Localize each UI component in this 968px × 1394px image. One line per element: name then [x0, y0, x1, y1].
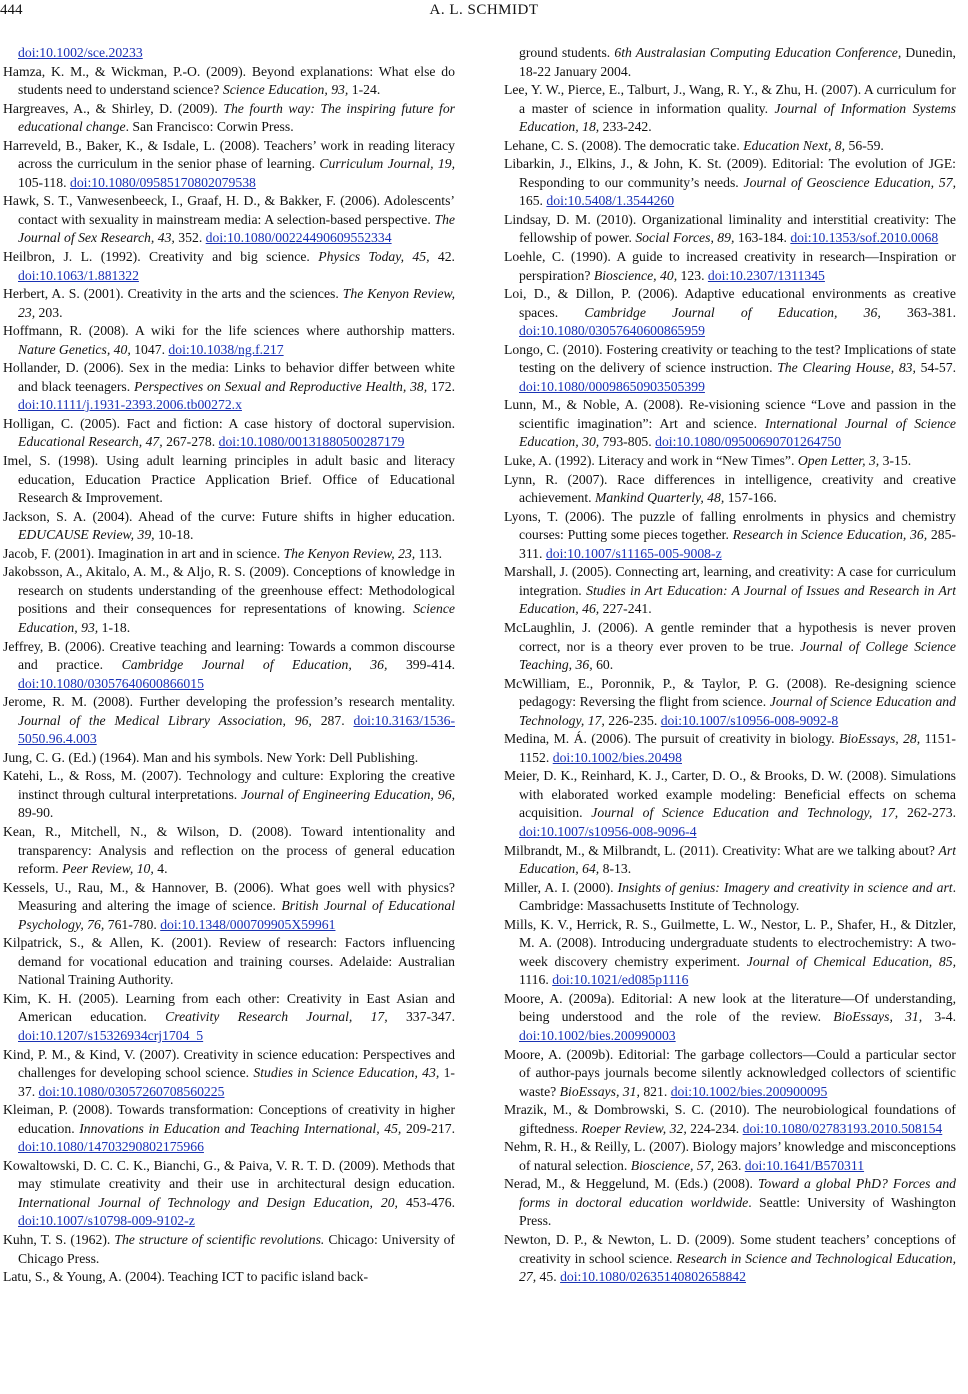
- reference-details: 263.: [714, 1157, 745, 1173]
- reference-text: Luke, A. (1992). Literacy and work in “New Times”.: [504, 453, 798, 469]
- reference-entry: [3, 359, 455, 415]
- reference-entry: [504, 285, 956, 341]
- reference-details: 285-311.: [519, 527, 956, 561]
- doi-link[interactable]: doi:10.1080/02783193.2010.508154: [742, 1120, 943, 1136]
- reference-source: Roeper Review, 32,: [581, 1120, 687, 1136]
- reference-details: 453-476.: [397, 1194, 455, 1210]
- doi-link[interactable]: doi:10.1002/bies.20498: [552, 749, 682, 765]
- reference-text: Lunn, M., & Noble, A. (2008). Re-visioning science “Love and passion in the scientific imagination”: Art and science.: [504, 397, 956, 431]
- reference-text: Kowaltowski, D. C. C. K., Bianchi, G., & Paiva, V. R. T. D. (2009). Methods that may stimulate creativity and their use in architectural design education.: [3, 1157, 455, 1192]
- reference-entry: [3, 638, 455, 694]
- reference-details: 42.: [429, 249, 455, 265]
- reference-details: 1-18.: [98, 619, 131, 635]
- reference-entry: [3, 322, 455, 359]
- reference-details: 203.: [35, 304, 63, 320]
- reference-details: 172.: [427, 378, 455, 394]
- doi-link[interactable]: doi:10.5408/1.3544260: [546, 193, 675, 209]
- reference-details: 3-4.: [922, 1009, 956, 1025]
- reference-text: Hoffmann, R. (2008). A wiki for the life sciences where authorship matters.: [3, 323, 455, 339]
- reference-text: Hamza, K. M., & Wickman, P.-O. (2009). Beyond explanations: What else do students need to understand science?: [3, 63, 455, 98]
- reference-text: Kean, R., Mitchell, N., & Wilson, D. (2008). Toward intentionality and transparency: Analysis and reflection on the process of general education reform.: [3, 823, 455, 877]
- reference-entry: [3, 767, 455, 823]
- reference-entry: [504, 211, 956, 248]
- reference-text: Herbert, A. S. (2001). Creativity in the arts and the sciences.: [3, 286, 343, 302]
- reference-source: Peer Review, 10,: [62, 861, 154, 877]
- reference-entry: [504, 1101, 956, 1138]
- reference-source: Studies in Art Education: A Journal of Issues and Research in Art Education, 46,: [519, 582, 956, 617]
- reference-entry: [504, 452, 956, 471]
- reference-details: 224-234.: [686, 1120, 743, 1136]
- reference-source: International Journal of Science Education, 30,: [519, 415, 956, 450]
- reference-source: Journal of Geoscience Education, 57,: [743, 174, 956, 190]
- reference-source: Social Forces, 89,: [635, 230, 735, 246]
- reference-entry: [3, 934, 455, 990]
- reference-entry: [3, 1157, 455, 1231]
- reference-details: 54-57.: [915, 360, 956, 376]
- reference-entry: [504, 396, 956, 452]
- reference-column-right: [504, 44, 956, 1390]
- reference-text: Jeffrey, B. (2006). Creative teaching and learning: Towards a common discourse and practice.: [3, 638, 455, 673]
- reference-text: Libarkin, J., Elkins, J., & John, K. St. (2009). Editorial: The evolution of JGE: Responding to our community’s needs.: [504, 156, 956, 190]
- reference-text: Jerome, R. M. (2008). Further developing the profession’s research mentality.: [3, 694, 455, 710]
- doi-link[interactable]: doi:10.1007/s10798-009-9102-z: [18, 1213, 195, 1229]
- reference-text: Imel, S. (1998). Using adult learning principles in adult basic and literacy education, Education Practice Application Brief. Office of Educational Research & Improvement.: [3, 453, 455, 506]
- reference-details: Chicago: University of Chicago Press.: [18, 1232, 455, 1266]
- reference-details: 105-118.: [18, 174, 70, 190]
- reference-details: 337-347.: [387, 1009, 455, 1025]
- reference-details: 1151-1152.: [519, 731, 956, 765]
- reference-text: Milbrandt, M., & Milbrandt, L. (2011). Creativity: What are we talking about?: [504, 842, 939, 858]
- doi-link[interactable]: doi:10.2307/1311345: [707, 267, 825, 283]
- reference-entry: [3, 508, 455, 545]
- reference-source: Journal of Science Education and Technology, 17,: [591, 805, 899, 821]
- reference-text: Harreveld, B., Baker, K., & Isdale, L. (2008). Teachers’ work in reading literacy across the curriculum in the senior phase of learning.: [3, 137, 455, 172]
- doi-link[interactable]: doi:10.1080/00224490609552334: [205, 230, 392, 246]
- reference-text: Meier, D. K., Reinhard, K. J., Carter, D. O., & Brooks, D. W. (2008). Simulations with elaborated worked example modeling: Beneficial effects on schema acquisition.: [504, 768, 956, 821]
- reference-details: 793-805.: [599, 434, 656, 450]
- doi-link[interactable]: doi:10.1353/sof.2010.0068: [790, 230, 939, 246]
- reference-source: International Journal of Technology and Design Education, 20,: [18, 1194, 398, 1210]
- doi-link[interactable]: doi:10.1080/03057640600866015: [18, 675, 204, 691]
- reference-details: 761-780.: [104, 916, 161, 932]
- reference-text: Mills, K. V., Herrick, R. S., Guilmette, L. W., Nestor, L. P., Shafer, H., & Ditzler, M. A. (2008). Introducing undergraduate students to electrochemistry: A two-week discovery chemistry experiment.: [504, 916, 956, 969]
- reference-entry: [3, 1046, 455, 1102]
- doi-link[interactable]: doi:10.1007/s10956-008-9096-4: [519, 823, 697, 839]
- reference-entry: [3, 879, 455, 935]
- reference-text: Kim, K. H. (2005). Learning from each other: Creativity in East Asian and American education.: [3, 990, 455, 1025]
- reference-details: 399-414.: [387, 657, 455, 673]
- reference-source: Education Next, 8,: [743, 137, 846, 153]
- reference-entry: [504, 675, 956, 731]
- reference-entry: [3, 693, 455, 749]
- reference-text: Medina, M. Á. (2006). The pursuit of creativity in biology.: [504, 731, 839, 747]
- reference-details: 56-59.: [845, 137, 884, 153]
- reference-text: Nehm, R. H., & Reilly, L. (2007). Biology majors’ knowledge and misconceptions of natural selection.: [504, 1139, 956, 1173]
- reference-source: EDUCAUSE Review, 39,: [18, 527, 155, 543]
- reference-text: Latu, S., & Young, A. (2004). Teaching ICT to pacific island back-: [3, 1269, 369, 1285]
- doi-link[interactable]: doi:10.1080/09500690701264750: [655, 434, 842, 450]
- reference-entry: [504, 563, 956, 619]
- reference-text: Lynn, R. (2007). Race differences in intelligence, creativity and creative achievement.: [504, 471, 956, 506]
- reference-column-left: [3, 44, 455, 1390]
- doi-link[interactable]: doi:10.1080/00131880500287179: [218, 434, 405, 450]
- reference-text: Longo, C. (2010). Fostering creativity or teaching to the test? Implications of state testing on the delivery of science instruction.: [504, 341, 956, 376]
- reference-entry: [504, 767, 956, 841]
- doi-link[interactable]: doi:10.1111/j.1931-2393.2006.tb00272.x: [18, 397, 242, 413]
- reference-details: 209-217.: [401, 1120, 455, 1136]
- reference-text: Lehane, C. S. (2008). The democratic take.: [504, 137, 744, 153]
- reference-details: 4.: [153, 861, 168, 877]
- reference-text: Jung, C. G. (Ed.) (1964). Man and his symbols. New York: Dell Publishing.: [3, 749, 419, 765]
- reference-details: 60.: [592, 657, 614, 673]
- reference-details: 227-241.: [599, 601, 652, 617]
- reference-entry: [504, 1046, 956, 1102]
- reference-details: 113.: [415, 545, 443, 561]
- reference-entry: [3, 1101, 455, 1157]
- running-head: A. L. SCHMIDT: [429, 2, 539, 18]
- reference-text: Moore, A. (2009b). Editorial: The garbage collectors—Could a particular sector of author-pays journals become silently acknowledged collectors of scientific waste?: [504, 1046, 956, 1099]
- reference-source: BioEssays, 31,: [559, 1083, 640, 1099]
- reference-entry: [3, 192, 455, 248]
- reference-text: Hargreaves, A., & Shirley, D. (2009).: [3, 100, 224, 116]
- reference-text: Lee, Y. W., Pierce, E., Talburt, J., Wang, R. Y., & Zhu, H. (2007). A curriculum for a master of science in information quality.: [504, 82, 956, 116]
- reference-source: Journal of Information Systems Education, 18,: [519, 100, 956, 135]
- reference-source: British Journal of Educational Psychology, 76,: [18, 898, 455, 932]
- reference-text: Heilbron, J. L. (1992). Creativity and big science.: [3, 249, 319, 265]
- doi-link[interactable]: doi:10.1007/s11165-005-9008-z: [545, 545, 722, 561]
- reference-entry: [3, 100, 455, 137]
- doi-link[interactable]: doi:10.1063/1.881322: [18, 267, 139, 283]
- reference-details: 89-90.: [18, 805, 54, 821]
- doi-link[interactable]: doi:10.1021/ed085p1116: [552, 972, 689, 988]
- reference-text: Loi, D., & Dillon, P. (2006). Adaptive educational environments as creative spaces.: [504, 286, 956, 320]
- reference-entry: [504, 842, 956, 879]
- doi-link[interactable]: doi:10.3163/1536-5050.96.4.003: [18, 712, 455, 747]
- reference-text: Jackson, S. A. (2004). Ahead of the curve: Future shifts in higher education.: [3, 508, 455, 524]
- reference-text: Jakobsson, A., Akitalo, A. M., & Aljo, R. S. (2009). Conceptions of knowledge in research on students understanding of the greenhouse effect: Methodological positions and their consequences for representations of knowing.: [3, 564, 455, 617]
- reference-entry: [3, 285, 455, 322]
- reference-entry: [3, 63, 455, 100]
- doi-link[interactable]: doi:10.1207/s15326934crj1704_5: [18, 1027, 204, 1043]
- reference-source: The Kenyon Review, 23,: [283, 545, 416, 561]
- reference-details: 1047.: [130, 341, 169, 357]
- reference-source: Science Education, 93,: [222, 82, 349, 98]
- reference-source: Cambridge Journal of Education, 36,: [121, 657, 388, 673]
- reference-source: Open Letter, 3,: [797, 453, 880, 469]
- reference-source: Innovations in Education and Teaching International, 45,: [79, 1120, 402, 1136]
- reference-source: Studies in Science Education, 43,: [253, 1065, 440, 1081]
- reference-source: Physics Today, 45,: [318, 249, 430, 265]
- reference-source: The Journal of Sex Research, 43,: [18, 211, 455, 246]
- reference-text: Marshall, J. (2005). Connecting art, learning, and creativity: A case for curriculum integration.: [504, 564, 956, 598]
- reference-text: Lyons, T. (2006). The puzzle of falling enrolments in physics and chemistry courses: Putting some pieces together.: [504, 508, 956, 543]
- reference-source: Cambridge Journal of Education, 36,: [584, 304, 881, 320]
- reference-details: 157-166.: [724, 490, 777, 506]
- reference-source: Bioscience, 57,: [630, 1157, 714, 1173]
- doi-link[interactable]: doi:10.1080/03057640600865959: [519, 323, 705, 339]
- reference-entry: [3, 137, 455, 193]
- reference-source: BioEssays, 28,: [839, 731, 921, 747]
- doi-link[interactable]: doi:10.1080/14703290802175966: [18, 1139, 204, 1155]
- reference-details: 123.: [677, 267, 708, 283]
- reference-entry: [504, 730, 956, 767]
- reference-details: 165.: [519, 193, 547, 209]
- reference-text: Katehi, L., & Ross, M. (2007). Technology and culture: Exploring the creative instinct through cultural interpretations.: [3, 768, 455, 802]
- reference-text: Lindsay, D. M. (2010). Organizational liminality and interstitial creativity: The fellowship of power.: [504, 211, 956, 246]
- reference-entry: [504, 1138, 956, 1175]
- reference-entry: [3, 545, 455, 564]
- reference-source: BioEssays, 31,: [833, 1009, 923, 1025]
- reference-text: Mrazik, M., & Dombrowski, S. C. (2010). The neurobiological foundations of giftedness.: [504, 1102, 956, 1136]
- reference-details: 45.: [536, 1269, 561, 1285]
- reference-text: Kessels, U., Rau, M., & Hannover, B. (2006). What goes well with physics? Measuring and altering the image of science.: [3, 879, 455, 914]
- doi-link[interactable]: doi:10.1038/ng.f.217: [168, 341, 284, 357]
- reference-text: Loehle, C. (1990). A guide to increased creativity in research—Inspiration or perspiration?: [504, 249, 956, 283]
- reference-details: 267-278.: [162, 434, 219, 450]
- reference-text: McWilliam, E., Poronnik, P., & Taylor, P. G. (2008). Re-designing science pedagogy: Reversing the flight from science.: [504, 675, 956, 710]
- reference-entry: [3, 44, 455, 63]
- reference-source: The structure of scientific revolutions.: [114, 1232, 325, 1247]
- reference-details: 352.: [174, 230, 206, 246]
- reference-source: Journal of College Science Teaching, 36,: [519, 638, 956, 673]
- reference-text: Newton, D. P., & Newton, L. D. (2009). Some student teachers’ conceptions of creativity in school science.: [504, 1232, 956, 1266]
- page-number: 444: [0, 2, 23, 18]
- reference-entry: [504, 879, 956, 916]
- reference-entry: [3, 823, 455, 879]
- reference-source: Toward a global PhD? Forces and forms in doctoral education worldwide: [519, 1176, 956, 1210]
- doi-link[interactable]: doi:10.1002/bies.200900095: [670, 1083, 828, 1099]
- reference-text: Moore, A. (2009a). Editorial: A new look at the literature—Of understanding, being understood and the role of the review.: [504, 990, 956, 1025]
- reference-entry: [504, 619, 956, 675]
- reference-entry: [504, 248, 956, 285]
- reference-entry: [3, 1268, 455, 1287]
- doi-link[interactable]: doi:10.1007/s10956-008-9092-8: [660, 712, 839, 728]
- reference-entry: [504, 44, 956, 81]
- reference-source: Insights of genius: Imagery and creativity in science and art: [617, 879, 953, 895]
- reference-details: 287.: [311, 712, 354, 728]
- reference-source: The fourth way: The inspiring future for educational change: [18, 100, 455, 135]
- reference-details: 3-15.: [879, 453, 912, 469]
- reference-details: 226-235.: [604, 712, 661, 728]
- reference-source: Mankind Quarterly, 48,: [595, 490, 725, 506]
- reference-text: Kuhn, T. S. (1962).: [3, 1232, 115, 1247]
- doi-link[interactable]: doi:10.1080/02635140802658842: [560, 1269, 746, 1285]
- reference-entry: [3, 563, 455, 637]
- reference-text: McLaughlin, J. (2006). A gentle reminder that a hypothesis is never proven correct, nor is a theory ever proven to be true.: [504, 619, 956, 654]
- reference-details: 1-24.: [348, 82, 381, 98]
- reference-source: Science Education, 93,: [18, 601, 455, 635]
- reference-details: . San Francisco: Corwin Press.: [125, 119, 294, 135]
- reference-entry: [504, 916, 956, 990]
- reference-source: Perspectives on Sexual and Reproductive Health, 38,: [134, 378, 428, 394]
- doi-link[interactable]: doi:10.1080/09585170802079538: [69, 174, 256, 190]
- reference-text: Holligan, C. (2005). Fact and fiction: A case history of doctoral supervision.: [3, 415, 455, 431]
- reference-entry: [504, 137, 956, 156]
- reference-entry: [504, 1231, 956, 1287]
- reference-details: 8-13.: [599, 861, 632, 877]
- reference-entry: [3, 452, 455, 508]
- reference-source: Journal of Science Education and Technology, 17,: [519, 694, 956, 728]
- reference-source: Journal of the Medical Library Association, 96,: [18, 712, 312, 728]
- reference-text: Kind, P. M., & Kind, V. (2007). Creativity in science education: Perspectives and challenges for developing school science.: [3, 1046, 455, 1081]
- reference-entry: [3, 749, 455, 768]
- reference-source: Creativity Research Journal, 17,: [165, 1009, 388, 1025]
- doi-link[interactable]: doi:10.1002/bies.200990003: [519, 1027, 676, 1043]
- reference-source: Educational Research, 47,: [18, 434, 163, 450]
- reference-source: Nature Genetics, 40,: [18, 341, 131, 357]
- reference-source: Curriculum Journal, 19,: [319, 156, 455, 172]
- reference-text: Jacob, F. (2001). Imagination in art and in science.: [3, 545, 284, 561]
- doi-link[interactable]: doi:10.1641/B570311: [744, 1157, 865, 1173]
- reference-source: Journal of Engineering Education, 96,: [241, 786, 455, 802]
- reference-details: 1116.: [519, 972, 553, 988]
- reference-text: Hawk, S. T., Vanwesenbeeck, I., Graaf, H. D., & Bakker, F. (2006). Adolescents’ contact with sexuality in mainstream media: A selection-based perspective.: [3, 193, 455, 227]
- reference-entry: [3, 990, 455, 1046]
- reference-text: Hollander, D. (2006). Sex in the media: Links to behavior differ between white and black teenagers.: [3, 360, 455, 394]
- reference-details: 163-184.: [734, 230, 791, 246]
- reference-source: The Kenyon Review, 23,: [18, 286, 455, 320]
- reference-entry: [504, 471, 956, 508]
- reference-text: Kleiman, P. (2008). Towards transformation: Conceptions of creativity in higher education.: [3, 1102, 455, 1136]
- reference-source: Research in Science Education, 36,: [732, 527, 928, 543]
- reference-source: Art Education, 64,: [519, 842, 956, 877]
- reference-details: 363-381.: [880, 304, 956, 320]
- doi-link[interactable]: doi:10.1080/00098650903505399: [519, 378, 705, 394]
- reference-source: Research in Science and Technological Education, 27,: [519, 1250, 956, 1285]
- reference-details: 262-273.: [898, 805, 956, 821]
- reference-details: 821.: [639, 1083, 671, 1099]
- reference-entry: [504, 508, 956, 564]
- reference-entry: [504, 81, 956, 137]
- doi-link[interactable]: doi:10.1348/000709905X59961: [160, 916, 336, 932]
- reference-entry: [3, 415, 455, 452]
- reference-entry: [3, 248, 455, 285]
- doi-link[interactable]: doi:10.1080/03057260708560225: [38, 1083, 225, 1099]
- reference-entry: [504, 341, 956, 397]
- reference-text: Miller, A. I. (2000).: [504, 879, 618, 895]
- reference-entry: [504, 1175, 956, 1231]
- reference-details: 1-37.: [18, 1065, 455, 1099]
- reference-text: ground students.: [519, 45, 615, 60]
- reference-text: Nerad, M., & Heggelund, M. (Eds.) (2008).: [504, 1176, 759, 1192]
- reference-details: , Dunedin, 18-22 January 2004.: [519, 45, 956, 79]
- reference-entry: [504, 155, 956, 211]
- page-header: [0, 0, 968, 24]
- reference-source: Bioscience, 40,: [593, 267, 678, 283]
- reference-details: 10-18.: [154, 527, 194, 543]
- reference-source: 6th Australasian Computing Education Conference: [614, 45, 898, 60]
- reference-source: The Clearing House, 83,: [777, 360, 916, 376]
- reference-entry: [3, 1231, 455, 1268]
- reference-details: 233-242.: [599, 119, 652, 135]
- reference-details: . Seattle: University of Washington Press.: [519, 1194, 956, 1229]
- reference-text: Kilpatrick, S., & Allen, K. (2001). Review of research: Factors influencing demand for vocational education and training courses. Adelaide: Australian National Training Authority.: [3, 935, 455, 988]
- reference-entry: [504, 990, 956, 1046]
- doi-link[interactable]: doi:10.1002/sce.20233: [18, 45, 143, 60]
- reference-details: . Cambridge: Massachusetts Institute of Technology.: [519, 879, 956, 914]
- reference-source: Journal of Chemical Education, 85,: [746, 953, 956, 969]
